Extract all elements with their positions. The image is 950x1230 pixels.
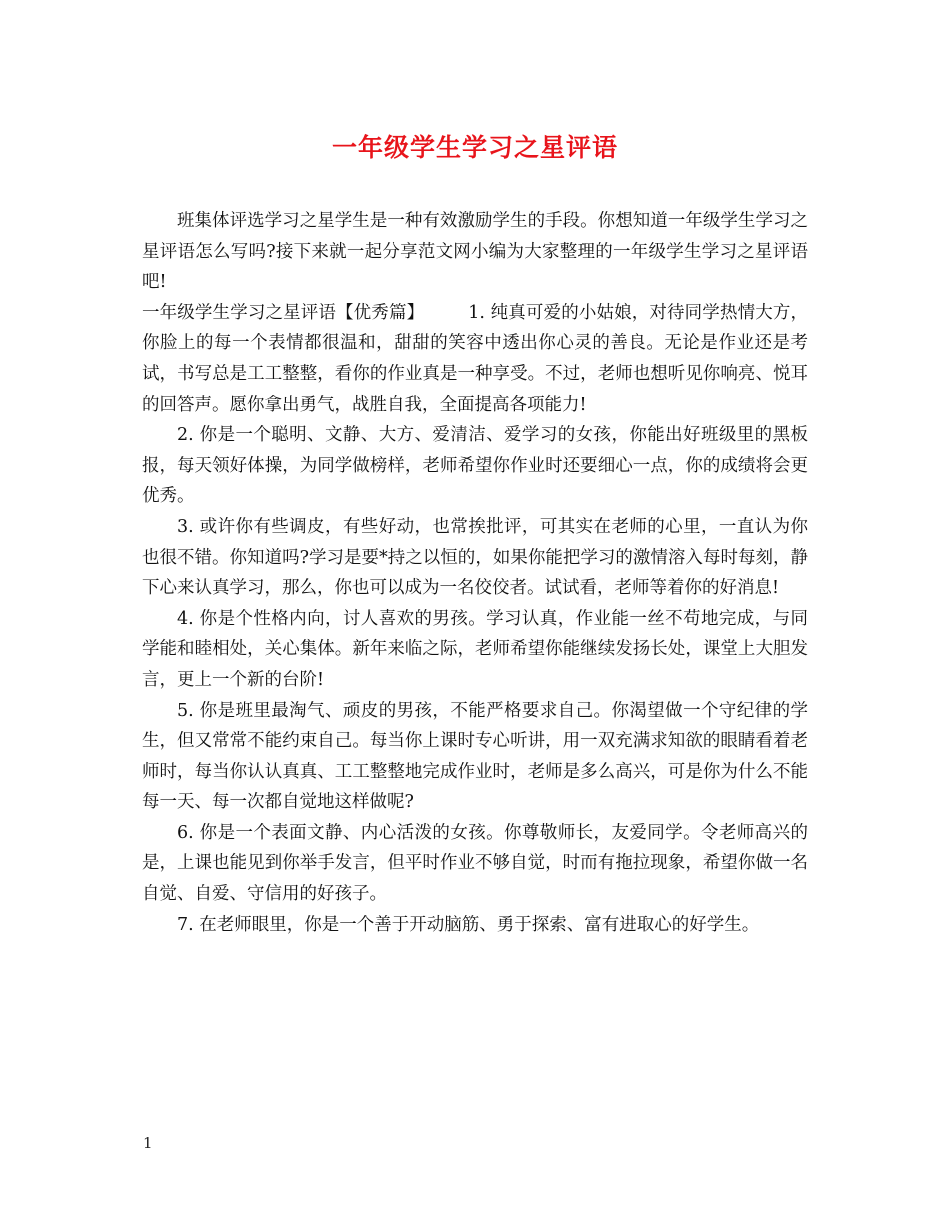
comment-paragraph-5: 5. 你是班里最淘气、顽皮的男孩，不能严格要求自己。你渴望做一个守纪律的学生，但又常常不能约束自己。每当你上课时专心听讲，用一双充满求知欲的眼睛看着老师时，每当你认认真真、工工整整地完成作业时，老师是多么高兴，可是你为什么不能每一天、每一次都自觉地这样做呢? xyxy=(142,700,808,813)
document-body xyxy=(142,206,808,940)
page-number: 1 xyxy=(143,1134,153,1152)
comment-paragraph-7: 7. 在老师眼里，你是一个善于开动脑筋、勇于探索、富有进取心的好学生。 xyxy=(177,914,760,935)
comment-paragraph-2: 2. 你是一个聪明、文静、大方、爱清洁、爱学习的女孩，你能出好班级里的黑板报，每天领好体操，为同学做榜样，老师希望你作业时还要细心一点，你的成绩将会更优秀。 xyxy=(142,425,808,507)
intro-paragraph: 班集体评选学习之星学生是一种有效激励学生的手段。你想知道一年级学生学习之星评语怎么写吗?接下来就一起分享范文网小编为大家整理的一年级学生学习之星评语吧! xyxy=(142,211,808,293)
comment-paragraph-4: 4. 你是个性格内向，讨人喜欢的男孩。学习认真，作业能一丝不苟地完成，与同学能和睦相处，关心集体。新年来临之际，老师希望你能继续发扬长处，课堂上大胆发言，更上一个新的台阶! xyxy=(142,608,808,690)
document-title: 一年级学生学习之星评语 xyxy=(331,133,618,162)
comment-paragraph-3: 3. 或许你有些调皮，有些好动，也常挨批评，可其实在老师的心里，一直认为你也很不错。你知道吗?学习是要*持之以恒的，如果你能把学习的激情溶入每时每刻，静下心来认真学习，那么，你也可以成为一名佼佼者。试试看，老师等着你的好消息! xyxy=(142,516,808,599)
comment-paragraph-6: 6. 你是一个表面文静、内心活泼的女孩。你尊敬师长，友爱同学。令老师高兴的是，上课也能见到你举手发言，但平时作业不够自觉，时而有拖拉现象，希望你做一名自觉、自爱、守信用的好孩子。 xyxy=(142,822,808,905)
comment-paragraph-1: 1. 纯真可爱的小姑娘，对待同学热情大方，你脸上的每一个表情都很温和，甜甜的笑容中透出你心灵的善良。无论是作业还是考试，书写总是工工整整，看你的作业真是一种享受。不过，老师也想听见你响亮、悦耳的回答声。愿你拿出勇气，战胜自我，全面提高各项能力! xyxy=(142,302,808,415)
section-paragraph xyxy=(142,298,808,420)
section-heading: 一年级学生学习之星评语【优秀篇】 xyxy=(142,302,425,323)
